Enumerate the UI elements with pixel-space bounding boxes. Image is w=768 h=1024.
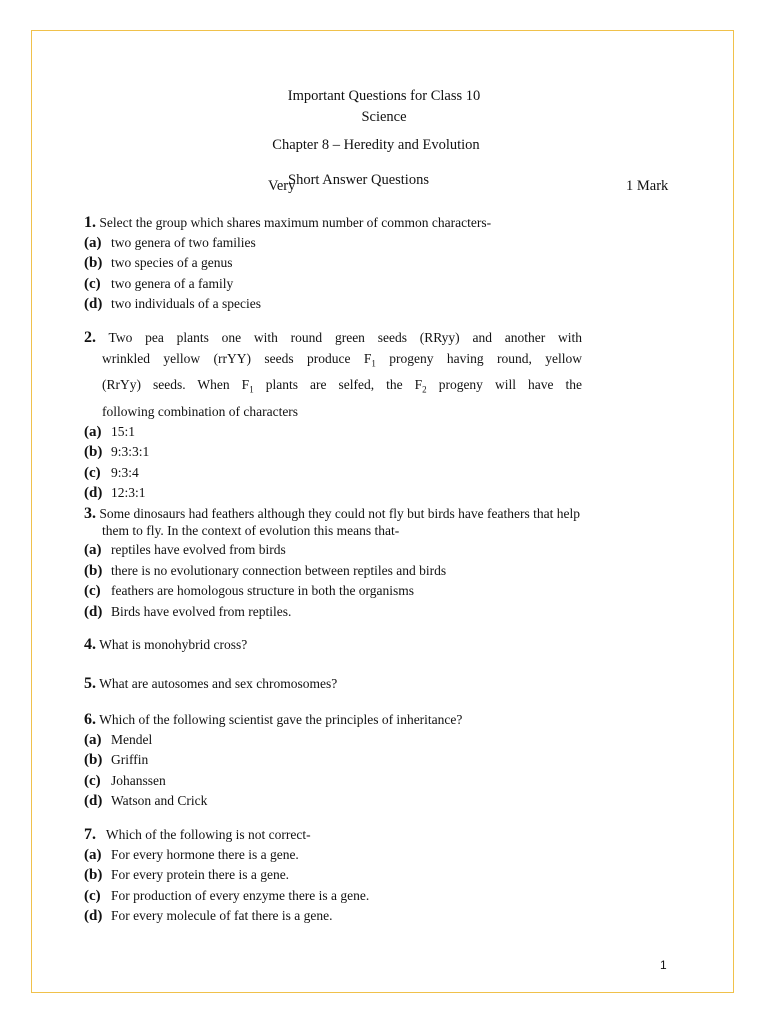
option-d: (d) two individuals of a species xyxy=(84,296,261,312)
option-c: (c) For production of every enzyme there is a gene. xyxy=(84,887,370,904)
option-b: (b) For every protein there is a gene. xyxy=(84,867,290,883)
question-text: Select the group which shares maximum number of common characters- xyxy=(99,215,492,230)
option-a: (a) For every hormone there is a gene. xyxy=(84,846,299,863)
question-text-line-2: them to fly. In the context of evolution this means that- xyxy=(102,522,400,538)
question-text-line-1: Some dinosaurs had feathers although they could not fly but birds have feathers that help xyxy=(99,506,581,521)
section-title: Short Answer Questions xyxy=(288,172,429,188)
question-number: 3. xyxy=(84,505,96,522)
option-b: (b) two species of a genus xyxy=(84,255,233,271)
question-7 xyxy=(84,825,369,927)
question-number: 2. xyxy=(84,329,96,346)
option-c: (c) feathers are homologous structure in both the organisms xyxy=(84,583,415,599)
question-3 xyxy=(84,504,684,622)
question-text: What are autosomes and sex chromosomes? xyxy=(99,676,338,691)
option-b: (b) there is no evolutionary connection between reptiles and birds xyxy=(84,562,447,579)
option-c: (c) 9:3:4 xyxy=(84,464,139,481)
question-number: 5. xyxy=(84,675,96,692)
option-a: (a) two genera of two families xyxy=(84,234,256,251)
question-5 xyxy=(84,674,337,694)
option-a: (a) Mendel xyxy=(84,731,153,748)
question-number: 1. xyxy=(84,214,96,231)
option-a: (a) reptiles have evolved from birds xyxy=(84,542,286,558)
question-1 xyxy=(84,213,491,315)
question-2: 2. Two pea plants one with round green seeds (RRyy) and another with wrinkled yellow (rrYY) seeds produce $F_1$ progeny having round, yellow (RrYy) seeds. When $F_1$ plants are selfed, the $F_2$ progeny will have the following combination of characters (a) 15:1 (b) 9:3:3:1 (c) 9:3:4 (d) 12:3:1 xyxy=(84,328,582,504)
option-c: (c) Johanssen xyxy=(84,772,166,789)
option-d: (d) Watson and Crick xyxy=(84,793,208,809)
marks-label: 1 Mark xyxy=(626,178,669,194)
doc-title: Important Questions for Class 10 xyxy=(287,88,481,104)
page-number: 1 xyxy=(660,958,667,972)
question-number: 4. xyxy=(84,636,96,653)
question-text: Which of the following is not correct- xyxy=(105,827,311,842)
option-b: (b) Griffin xyxy=(84,752,149,768)
option-d: (d) Birds have evolved from reptiles. xyxy=(84,603,292,620)
section-title-very: Very xyxy=(268,178,296,194)
option-c: (c) two genera of a family xyxy=(84,275,234,292)
option-d: (d) For every molecule of fat there is a gene. xyxy=(84,908,333,924)
option-b: (b) 9:3:3:1 xyxy=(84,444,150,461)
question-text-line-1: Two pea plants one with round green seeds (RRyy) and another with xyxy=(108,330,582,345)
question-text: What is monohybrid cross? xyxy=(99,637,248,652)
option-d: (d) 12:3:1 xyxy=(84,485,146,502)
question-number: 6. xyxy=(84,711,96,728)
question-text: Which of the following scientist gave the principles of inheritance? xyxy=(99,712,463,727)
question-4 xyxy=(84,635,247,655)
question-number: 7. xyxy=(84,826,96,843)
question-6 xyxy=(84,710,462,812)
option-a: (a) 15:1 xyxy=(84,423,136,440)
doc-subject: Science xyxy=(361,109,407,125)
chapter-title: Chapter 8 – Heredity and Evolution xyxy=(272,137,480,153)
